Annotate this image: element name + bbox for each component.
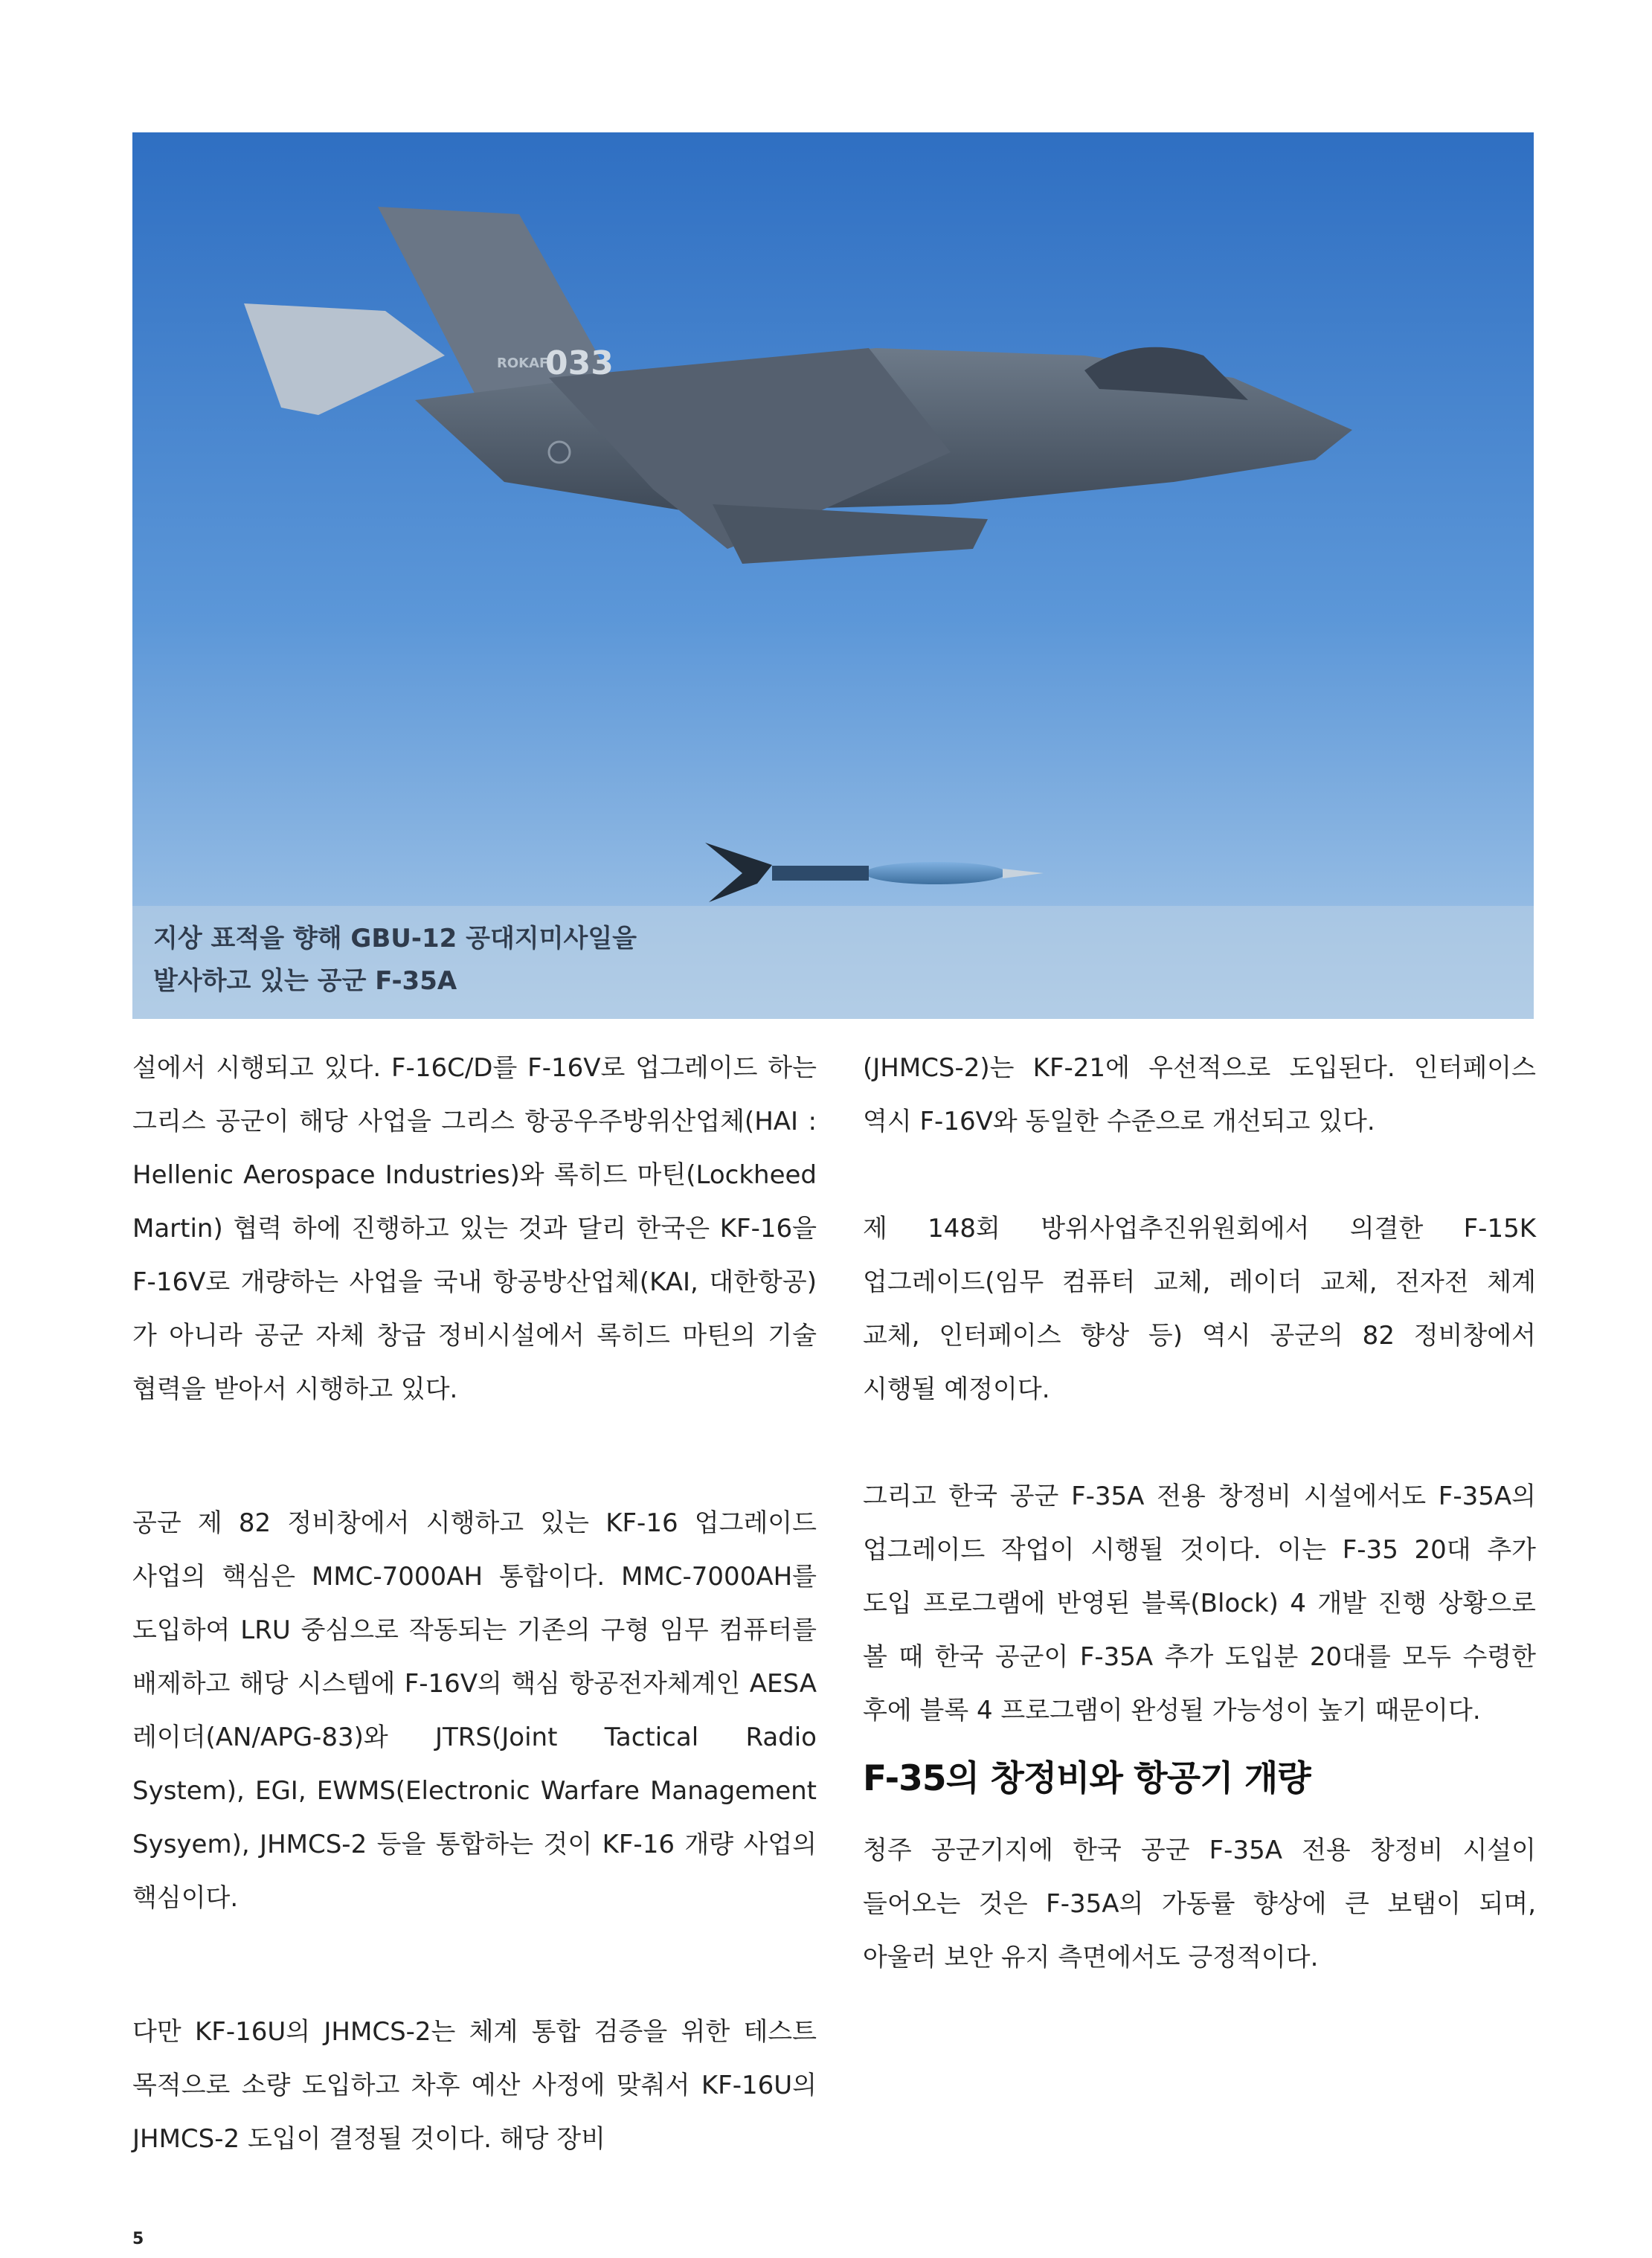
caption-line-2: 발사하고 있는 공군 F-35A bbox=[153, 966, 457, 996]
section-heading: F-35의 창정비와 항공기 개량 bbox=[863, 1758, 1311, 1799]
tail-marking: ROKAF bbox=[497, 356, 549, 371]
right-paragraph-1: (JHMCS-2)는 KF-21에 우선적으로 도입된다. 인터페이스 역시 F-16V와 동일한 수준으로 개선되고 있다. bbox=[863, 1053, 1536, 1136]
right-paragraph-3: 그리고 한국 공군 F-35A 전용 창정비 시설에서도 F-35A의 업그레이드 작업이 시행될 것이다. 이는 F-35 20대 추가 도입 프로그램에 반영된 블록(Block) 4 개발 진행 상황으로 볼 때 한국 공군이 F-35A 추가 도입분 20대를 모두 수령한 후에 블록 4 프로그램이 완성될 가능성이 높기 때문이다. bbox=[863, 1482, 1536, 1725]
left-paragraph-2: 공군 제 82 정비창에서 시행하고 있는 KF-16 업그레이드 사업의 핵심은 MMC-7000AH 통합이다. MMC-7000AH를 도입하여 LRU 중심으로 작동되는 기존의 구형 임무 컴퓨터를 배제하고 해당 시스템에 F-16V의 핵심 항공전자체계인 AESA 레이더(AN/APG-83)와 JTRS(Joint Tactical Radio System), EGI, EWMS(Electronic Warfare Management Sysyem), JHMCS-2 등을 통합하는 것이 KF-16 개량 사업의 핵심이다. bbox=[132, 1508, 817, 1913]
right-paragraph-2: 제 148회 방위사업추진위원회에서 의결한 F-15K 업그레이드(임무 컴퓨터 교체, 레이더 교체, 전자전 체계 교체, 인터페이스 향상 등) 역시 공군의 82 정비창에서 시행될 예정이다. bbox=[863, 1214, 1536, 1404]
aircraft-photo bbox=[132, 132, 1534, 1019]
right-paragraph-4: 청주 공군기지에 한국 공군 F-35A 전용 창정비 시설이 들어오는 것은 F-35A의 가동률 향상에 큰 보탬이 되며, 아울러 보안 유지 측면에서도 긍정적이다. bbox=[863, 1836, 1536, 1972]
tail-number: 033 bbox=[545, 344, 614, 382]
left-column bbox=[132, 1041, 817, 2166]
roundel bbox=[549, 442, 570, 463]
right-column bbox=[863, 1041, 1536, 1984]
left-paragraph-3: 다만 KF-16U의 JHMCS-2는 체계 통합 검증을 위한 테스트 목적으로 소량 도입하고 차후 예산 사정에 맞춰서 KF-16U의 JHMCS-2 도입이 결정될 것이다. 해당 장비 bbox=[132, 2017, 817, 2154]
caption-line-1: 지상 표적을 향해 GBU-12 공대지미사일을 bbox=[153, 924, 637, 953]
f35-photo-illustration bbox=[132, 132, 1534, 1019]
page-number: 5 bbox=[132, 2230, 144, 2248]
photo-caption bbox=[153, 918, 637, 1003]
left-paragraph-1: 설에서 시행되고 있다. F-16C/D를 F-16V로 업그레이드 하는 그리스 공군이 해당 사업을 그리스 항공우주방위산업체(HAI : Hellenic Aerospace Industries)와 록히드 마틴(Lockheed Martin) 협력 하에 진행하고 있는 것과 달리 한국은 KF-16을 F-16V로 개량하는 사업을 국내 항공방산업체(KAI, 대한항공)가 아니라 공군 자체 창급 정비시설에서 록히드 마틴의 기술 협력을 받아서 시행하고 있다. bbox=[132, 1053, 817, 1404]
